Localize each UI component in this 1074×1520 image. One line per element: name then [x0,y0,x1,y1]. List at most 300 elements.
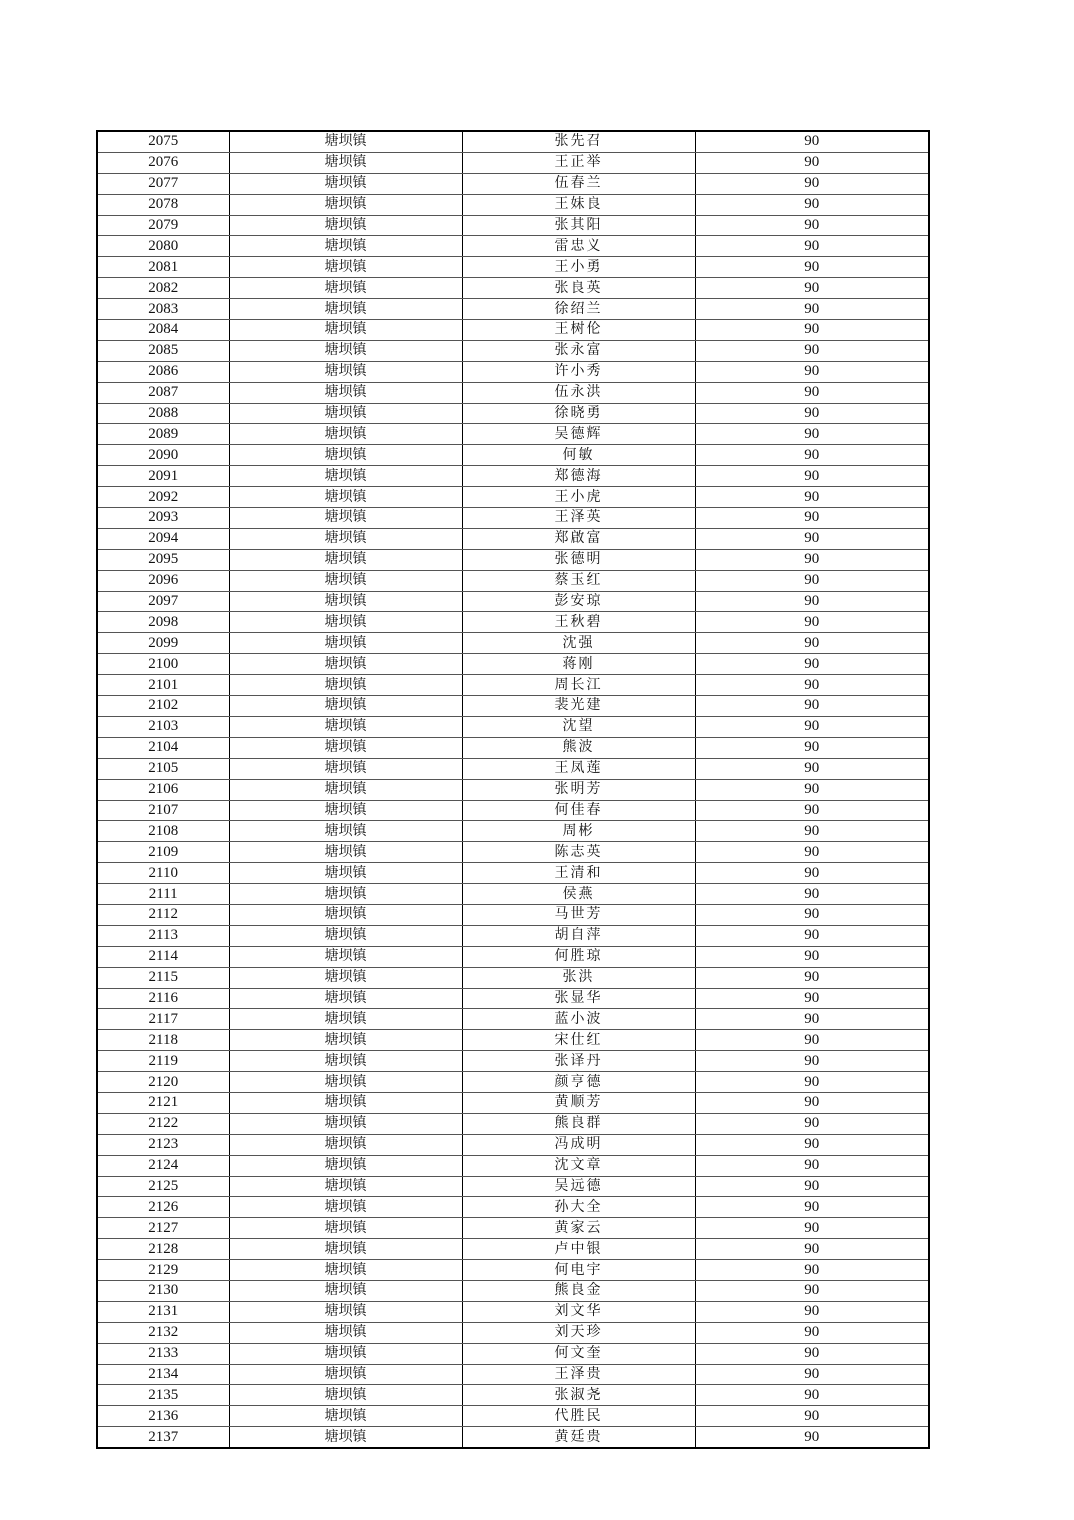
person-name-cell: 张明芳 [462,779,695,800]
amount-cell: 90 [695,1427,929,1448]
amount-cell: 90 [695,1406,929,1427]
person-name-cell: 张显华 [462,988,695,1009]
person-name-cell: 周彬 [462,821,695,842]
town-cell: 塘坝镇 [229,800,462,821]
person-name-cell: 蔡玉红 [462,570,695,591]
town-cell: 塘坝镇 [229,675,462,696]
person-name-cell: 刘文华 [462,1301,695,1322]
person-name-cell: 徐晓勇 [462,403,695,424]
person-name-cell: 王清和 [462,863,695,884]
person-name-cell: 吴德辉 [462,424,695,445]
table-row [97,904,929,925]
table-row [97,716,929,737]
town-cell: 塘坝镇 [229,654,462,675]
roster-table [96,130,930,1449]
town-cell: 塘坝镇 [229,403,462,424]
table-row [97,528,929,549]
person-name-cell: 伍永洪 [462,382,695,403]
table-row [97,737,929,758]
table-row [97,946,929,967]
town-cell: 塘坝镇 [229,716,462,737]
person-name-cell: 宋仕红 [462,1030,695,1051]
person-name-cell: 陈志英 [462,842,695,863]
table-row [97,675,929,696]
town-cell: 塘坝镇 [229,424,462,445]
town-cell: 塘坝镇 [229,1051,462,1072]
row-number-cell: 2090 [97,445,229,466]
row-number-cell: 2123 [97,1134,229,1155]
table-row [97,863,929,884]
amount-cell: 90 [695,904,929,925]
table-row [97,403,929,424]
row-number-cell: 2093 [97,508,229,529]
row-number-cell: 2107 [97,800,229,821]
table-row [97,1260,929,1281]
town-cell: 塘坝镇 [229,967,462,988]
row-number-cell: 2112 [97,904,229,925]
person-name-cell: 卢中银 [462,1239,695,1260]
person-name-cell: 吴远德 [462,1176,695,1197]
table-row [97,1343,929,1364]
amount-cell: 90 [695,842,929,863]
amount-cell: 90 [695,382,929,403]
table-row [97,445,929,466]
town-cell: 塘坝镇 [229,236,462,257]
town-cell: 塘坝镇 [229,570,462,591]
amount-cell: 90 [695,361,929,382]
town-cell: 塘坝镇 [229,1072,462,1093]
table-row [97,1322,929,1343]
town-cell: 塘坝镇 [229,884,462,905]
amount-cell: 90 [695,445,929,466]
row-number-cell: 2131 [97,1301,229,1322]
town-cell: 塘坝镇 [229,299,462,320]
amount-cell: 90 [695,800,929,821]
table-row [97,1155,929,1176]
person-name-cell: 张洪 [462,967,695,988]
table-row [97,424,929,445]
row-number-cell: 2113 [97,925,229,946]
table-row [97,257,929,278]
amount-cell: 90 [695,1113,929,1134]
town-cell: 塘坝镇 [229,508,462,529]
table-row [97,1072,929,1093]
row-number-cell: 2085 [97,340,229,361]
row-number-cell: 2135 [97,1385,229,1406]
table-row [97,884,929,905]
town-cell: 塘坝镇 [229,1009,462,1030]
amount-cell: 90 [695,1280,929,1301]
amount-cell: 90 [695,215,929,236]
person-name-cell: 何敏 [462,445,695,466]
person-name-cell: 王泽英 [462,508,695,529]
row-number-cell: 2080 [97,236,229,257]
amount-cell: 90 [695,508,929,529]
town-cell: 塘坝镇 [229,821,462,842]
person-name-cell: 刘天珍 [462,1322,695,1343]
person-name-cell: 沈望 [462,716,695,737]
person-name-cell: 何佳春 [462,800,695,821]
row-number-cell: 2110 [97,863,229,884]
person-name-cell: 侯燕 [462,884,695,905]
town-cell: 塘坝镇 [229,1406,462,1427]
table-row [97,1051,929,1072]
town-cell: 塘坝镇 [229,988,462,1009]
row-number-cell: 2096 [97,570,229,591]
amount-cell: 90 [695,925,929,946]
amount-cell: 90 [695,654,929,675]
town-cell: 塘坝镇 [229,1260,462,1281]
person-name-cell: 张淑尧 [462,1385,695,1406]
town-cell: 塘坝镇 [229,466,462,487]
table-row [97,320,929,341]
row-number-cell: 2102 [97,696,229,717]
amount-cell: 90 [695,1197,929,1218]
table-row [97,278,929,299]
person-name-cell: 熊波 [462,737,695,758]
table-row [97,1197,929,1218]
table-row [97,382,929,403]
amount-cell: 90 [695,1134,929,1155]
row-number-cell: 2111 [97,884,229,905]
town-cell: 塘坝镇 [229,842,462,863]
row-number-cell: 2103 [97,716,229,737]
person-name-cell: 徐绍兰 [462,299,695,320]
town-cell: 塘坝镇 [229,863,462,884]
amount-cell: 90 [695,257,929,278]
table-row [97,1030,929,1051]
person-name-cell: 孙大全 [462,1197,695,1218]
amount-cell: 90 [695,466,929,487]
town-cell: 塘坝镇 [229,633,462,654]
amount-cell: 90 [695,737,929,758]
row-number-cell: 2119 [97,1051,229,1072]
person-name-cell: 彭安琼 [462,591,695,612]
row-number-cell: 2120 [97,1072,229,1093]
amount-cell: 90 [695,1072,929,1093]
table-row [97,1427,929,1448]
amount-cell: 90 [695,528,929,549]
amount-cell: 90 [695,1155,929,1176]
table-row [97,1113,929,1134]
person-name-cell: 颜亨德 [462,1072,695,1093]
row-number-cell: 2126 [97,1197,229,1218]
amount-cell: 90 [695,570,929,591]
amount-cell: 90 [695,863,929,884]
row-number-cell: 2101 [97,675,229,696]
person-name-cell: 张德明 [462,549,695,570]
table-row [97,988,929,1009]
person-name-cell: 雷忠义 [462,236,695,257]
amount-cell: 90 [695,340,929,361]
person-name-cell: 王树伦 [462,320,695,341]
amount-cell: 90 [695,591,929,612]
town-cell: 塘坝镇 [229,340,462,361]
amount-cell: 90 [695,1009,929,1030]
town-cell: 塘坝镇 [229,320,462,341]
row-number-cell: 2076 [97,152,229,173]
town-cell: 塘坝镇 [229,925,462,946]
amount-cell: 90 [695,194,929,215]
row-number-cell: 2122 [97,1113,229,1134]
row-number-cell: 2097 [97,591,229,612]
amount-cell: 90 [695,716,929,737]
person-name-cell: 伍春兰 [462,173,695,194]
town-cell: 塘坝镇 [229,1364,462,1385]
town-cell: 塘坝镇 [229,946,462,967]
row-number-cell: 2091 [97,466,229,487]
table-row [97,1301,929,1322]
person-name-cell: 黄家云 [462,1218,695,1239]
person-name-cell: 冯成明 [462,1134,695,1155]
amount-cell: 90 [695,152,929,173]
amount-cell: 90 [695,1239,929,1260]
amount-cell: 90 [695,988,929,1009]
table-row [97,967,929,988]
amount-cell: 90 [695,299,929,320]
town-cell: 塘坝镇 [229,1239,462,1260]
person-name-cell: 何文奎 [462,1343,695,1364]
table-row [97,1009,929,1030]
row-number-cell: 2128 [97,1239,229,1260]
amount-cell: 90 [695,1030,929,1051]
amount-cell: 90 [695,946,929,967]
town-cell: 塘坝镇 [229,737,462,758]
town-cell: 塘坝镇 [229,1030,462,1051]
row-number-cell: 2109 [97,842,229,863]
town-cell: 塘坝镇 [229,361,462,382]
row-number-cell: 2137 [97,1427,229,1448]
row-number-cell: 2106 [97,779,229,800]
row-number-cell: 2087 [97,382,229,403]
person-name-cell: 张先召 [462,131,695,152]
table-row [97,1218,929,1239]
table-row [97,821,929,842]
town-cell: 塘坝镇 [229,152,462,173]
amount-cell: 90 [695,1322,929,1343]
town-cell: 塘坝镇 [229,194,462,215]
table-row [97,340,929,361]
amount-cell: 90 [695,967,929,988]
roster-table-body [97,131,929,1448]
amount-cell: 90 [695,696,929,717]
amount-cell: 90 [695,1260,929,1281]
town-cell: 塘坝镇 [229,1343,462,1364]
amount-cell: 90 [695,1176,929,1197]
row-number-cell: 2082 [97,278,229,299]
row-number-cell: 2086 [97,361,229,382]
person-name-cell: 熊良群 [462,1113,695,1134]
person-name-cell: 张永富 [462,340,695,361]
table-row [97,466,929,487]
table-row [97,1385,929,1406]
row-number-cell: 2084 [97,320,229,341]
amount-cell: 90 [695,403,929,424]
row-number-cell: 2095 [97,549,229,570]
row-number-cell: 2100 [97,654,229,675]
table-row [97,215,929,236]
town-cell: 塘坝镇 [229,612,462,633]
person-name-cell: 王凤莲 [462,758,695,779]
table-row [97,131,929,152]
town-cell: 塘坝镇 [229,215,462,236]
town-cell: 塘坝镇 [229,487,462,508]
person-name-cell: 代胜民 [462,1406,695,1427]
table-row [97,1134,929,1155]
amount-cell: 90 [695,320,929,341]
amount-cell: 90 [695,278,929,299]
amount-cell: 90 [695,1385,929,1406]
town-cell: 塘坝镇 [229,1113,462,1134]
table-row [97,1239,929,1260]
table-row [97,779,929,800]
table-row [97,299,929,320]
person-name-cell: 黄顺芳 [462,1092,695,1113]
row-number-cell: 2118 [97,1030,229,1051]
person-name-cell: 黄廷贵 [462,1427,695,1448]
row-number-cell: 2136 [97,1406,229,1427]
person-name-cell: 周长江 [462,675,695,696]
table-row [97,236,929,257]
row-number-cell: 2078 [97,194,229,215]
amount-cell: 90 [695,675,929,696]
town-cell: 塘坝镇 [229,696,462,717]
row-number-cell: 2134 [97,1364,229,1385]
amount-cell: 90 [695,1301,929,1322]
amount-cell: 90 [695,1343,929,1364]
person-name-cell: 胡自萍 [462,925,695,946]
row-number-cell: 2094 [97,528,229,549]
town-cell: 塘坝镇 [229,257,462,278]
row-number-cell: 2104 [97,737,229,758]
table-row [97,696,929,717]
row-number-cell: 2129 [97,1260,229,1281]
amount-cell: 90 [695,884,929,905]
amount-cell: 90 [695,1051,929,1072]
amount-cell: 90 [695,487,929,508]
row-number-cell: 2116 [97,988,229,1009]
row-number-cell: 2117 [97,1009,229,1030]
table-row [97,654,929,675]
person-name-cell: 马世芳 [462,904,695,925]
town-cell: 塘坝镇 [229,1092,462,1113]
town-cell: 塘坝镇 [229,1427,462,1448]
town-cell: 塘坝镇 [229,549,462,570]
town-cell: 塘坝镇 [229,278,462,299]
table-row [97,842,929,863]
row-number-cell: 2098 [97,612,229,633]
town-cell: 塘坝镇 [229,1155,462,1176]
amount-cell: 90 [695,1364,929,1385]
row-number-cell: 2108 [97,821,229,842]
person-name-cell: 王小勇 [462,257,695,278]
amount-cell: 90 [695,131,929,152]
table-row [97,152,929,173]
town-cell: 塘坝镇 [229,904,462,925]
amount-cell: 90 [695,821,929,842]
table-row [97,508,929,529]
table-row [97,487,929,508]
amount-cell: 90 [695,758,929,779]
amount-cell: 90 [695,779,929,800]
row-number-cell: 2125 [97,1176,229,1197]
amount-cell: 90 [695,424,929,445]
row-number-cell: 2075 [97,131,229,152]
person-name-cell: 沈文章 [462,1155,695,1176]
amount-cell: 90 [695,173,929,194]
town-cell: 塘坝镇 [229,1322,462,1343]
person-name-cell: 张其阳 [462,215,695,236]
person-name-cell: 郑德海 [462,466,695,487]
table-row [97,1176,929,1197]
town-cell: 塘坝镇 [229,1176,462,1197]
town-cell: 塘坝镇 [229,445,462,466]
town-cell: 塘坝镇 [229,1280,462,1301]
person-name-cell: 蓝小波 [462,1009,695,1030]
person-name-cell: 王妹良 [462,194,695,215]
row-number-cell: 2133 [97,1343,229,1364]
amount-cell: 90 [695,1218,929,1239]
person-name-cell: 沈强 [462,633,695,654]
table-row [97,549,929,570]
town-cell: 塘坝镇 [229,1301,462,1322]
table-row [97,925,929,946]
person-name-cell: 熊良金 [462,1280,695,1301]
town-cell: 塘坝镇 [229,528,462,549]
row-number-cell: 2105 [97,758,229,779]
row-number-cell: 2092 [97,487,229,508]
amount-cell: 90 [695,612,929,633]
row-number-cell: 2115 [97,967,229,988]
person-name-cell: 张良英 [462,278,695,299]
person-name-cell: 王泽贵 [462,1364,695,1385]
person-name-cell: 张译丹 [462,1051,695,1072]
person-name-cell: 郑啟富 [462,528,695,549]
person-name-cell: 裴光建 [462,696,695,717]
town-cell: 塘坝镇 [229,1218,462,1239]
row-number-cell: 2099 [97,633,229,654]
row-number-cell: 2088 [97,403,229,424]
table-row [97,194,929,215]
person-name-cell: 何电宇 [462,1260,695,1281]
row-number-cell: 2124 [97,1155,229,1176]
town-cell: 塘坝镇 [229,1385,462,1406]
table-row [97,1092,929,1113]
row-number-cell: 2132 [97,1322,229,1343]
person-name-cell: 许小秀 [462,361,695,382]
town-cell: 塘坝镇 [229,173,462,194]
row-number-cell: 2114 [97,946,229,967]
row-number-cell: 2081 [97,257,229,278]
table-row [97,633,929,654]
town-cell: 塘坝镇 [229,779,462,800]
town-cell: 塘坝镇 [229,131,462,152]
table-row [97,612,929,633]
amount-cell: 90 [695,549,929,570]
table-row [97,800,929,821]
row-number-cell: 2083 [97,299,229,320]
town-cell: 塘坝镇 [229,591,462,612]
table-row [97,591,929,612]
amount-cell: 90 [695,1092,929,1113]
table-row [97,1280,929,1301]
person-name-cell: 蒋刚 [462,654,695,675]
table-row [97,1364,929,1385]
table-row [97,1406,929,1427]
amount-cell: 90 [695,236,929,257]
table-row [97,758,929,779]
person-name-cell: 王小虎 [462,487,695,508]
